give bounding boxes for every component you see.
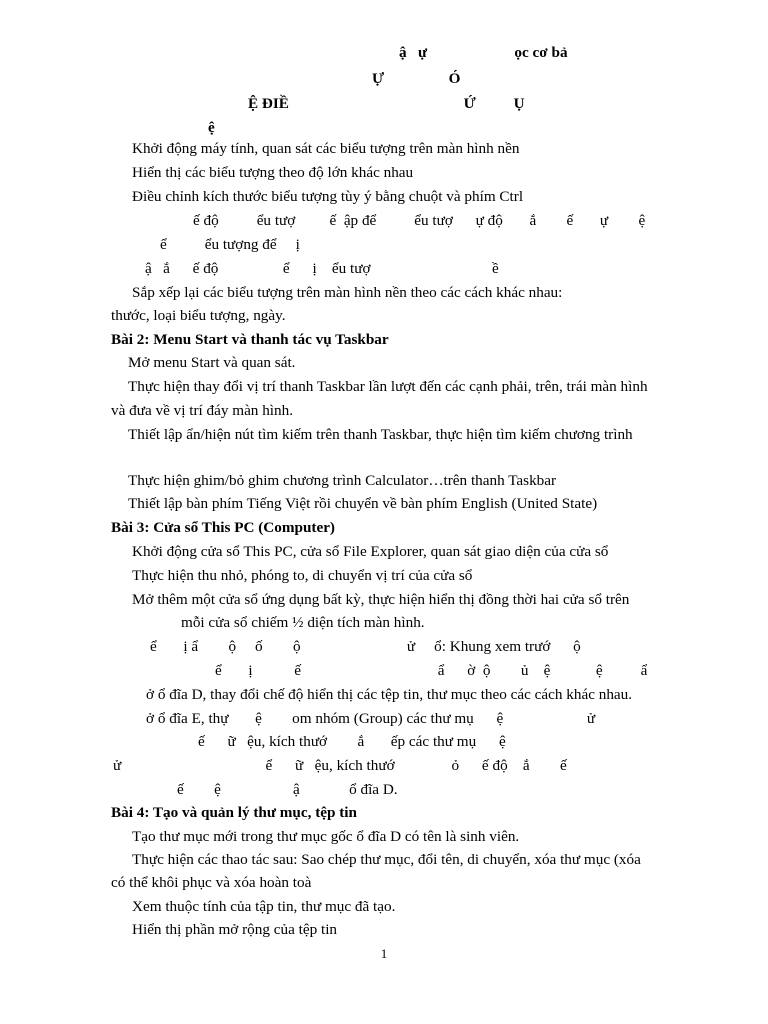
paragraph-line: Khởi động máy tính, quan sát các biểu tượng trên màn hình nền	[132, 140, 520, 157]
header-line-1: ậ ự ọc cơ bả	[399, 44, 568, 61]
paragraph-line: ể ị ế ẩ ờ ộ ủ ệ ệ ẩ	[215, 662, 648, 679]
paragraph-line: ể ị ẩ ộ ố ộ ử ổ: Khung xem trướ ộ	[150, 638, 581, 655]
paragraph-line: thước, loại biểu tượng, ngày.	[111, 307, 286, 324]
paragraph-line: Thực hiện thay đổi vị trí thanh Taskbar lần lượt đến các cạnh phải, trên, trái màn hình	[128, 378, 648, 395]
paragraph-line: Hiển thị các biểu tượng theo độ lớn khác nhau	[132, 164, 414, 181]
paragraph-line: mỗi cửa sổ chiếm ½ diện tích màn hình.	[181, 614, 425, 631]
header-line-2: Ự Ó	[372, 70, 461, 87]
paragraph-line: Hiển thị phần mở rộng của tệp tin	[132, 921, 338, 938]
paragraph-line: có thể khôi phục và xóa hoàn toà	[111, 874, 312, 891]
section-heading-bai-4: Bài 4: Tạo và quản lý thư mục, tệp tin	[111, 804, 357, 821]
paragraph-line: Khởi động cửa sổ This PC, cửa sổ File Explorer, quan sát giao diện của cửa sổ	[132, 543, 609, 560]
paragraph-line: Mở thêm một cửa sổ ứng dụng bất kỳ, thực hiện hiển thị đồng thời hai cửa sổ trên	[132, 591, 630, 608]
paragraph-line: Thực hiện các thao tác sau: Sao chép thư mục, đổi tên, di chuyển, xóa thư mục (xóa	[132, 851, 641, 868]
paragraph-line: Thực hiện thu nhỏ, phóng to, di chuyển vị trí của cửa sổ	[132, 567, 473, 584]
paragraph-line: Tạo thư mục mới trong thư mục gốc ổ đĩa D có tên là sinh viên.	[132, 828, 520, 845]
paragraph-line: Mở menu Start và quan sát.	[128, 354, 296, 371]
paragraph-line: ế ữ ệu, kích thướ ắ ếp các thư mụ ệ	[198, 733, 506, 750]
paragraph-line: Thiết lập ẩn/hiện nút tìm kiếm trên thanh Taskbar, thực hiện tìm kiếm chương trình	[128, 426, 633, 443]
paragraph-line: ở ổ đĩa E, thự ệ om nhóm (Group) các thư mụ ệ ử	[146, 710, 596, 727]
paragraph-line: Thực hiện ghim/bỏ ghim chương trình Calculator…trên thanh Taskbar	[128, 472, 557, 489]
paragraph-line: và đưa về vị trí đáy màn hình.	[111, 402, 293, 419]
section-heading-bai-3: Bài 3: Cửa sổ This PC (Computer)	[111, 519, 335, 536]
paragraph-line: ế độ ểu tượ ế ập để ểu tượ ự độ ắ ế ự ệ	[193, 212, 646, 229]
paragraph-line: ở ổ đĩa D, thay đổi chế độ hiển thị các tệp tin, thư mục theo các cách khác nhau.	[146, 686, 633, 703]
section-heading-bai-2: Bài 2: Menu Start và thanh tác vụ Taskbar	[111, 331, 389, 348]
paragraph-line: Thiết lập bàn phím Tiếng Việt rồi chuyển về bàn phím English (United State)	[128, 495, 598, 512]
paragraph-line: ế ệ ậ ổ đĩa D.	[177, 781, 398, 798]
page-number: 1	[380, 946, 388, 961]
paragraph-line: Điều chỉnh kích thước biểu tượng tùy ý bằng chuột và phím Ctrl	[132, 188, 524, 205]
header-line-3: Ệ ĐIỀ Ứ Ụ	[248, 95, 525, 112]
paragraph-line: Sắp xếp lại các biểu tượng trên màn hình nền theo các cách khác nhau:	[132, 284, 563, 301]
paragraph-line: Xem thuộc tính của tập tin, thư mục đã tạo.	[132, 898, 396, 915]
paragraph-line: ậ ắ ế độ ể ị ểu tượ ề	[145, 260, 499, 277]
paragraph-line: ử ể ữ ệu, kích thướ ỏ ế độ ắ ế	[113, 757, 567, 774]
paragraph-line: ể ểu tượng để ị	[160, 236, 300, 253]
header-line-4: ệ	[208, 119, 215, 136]
